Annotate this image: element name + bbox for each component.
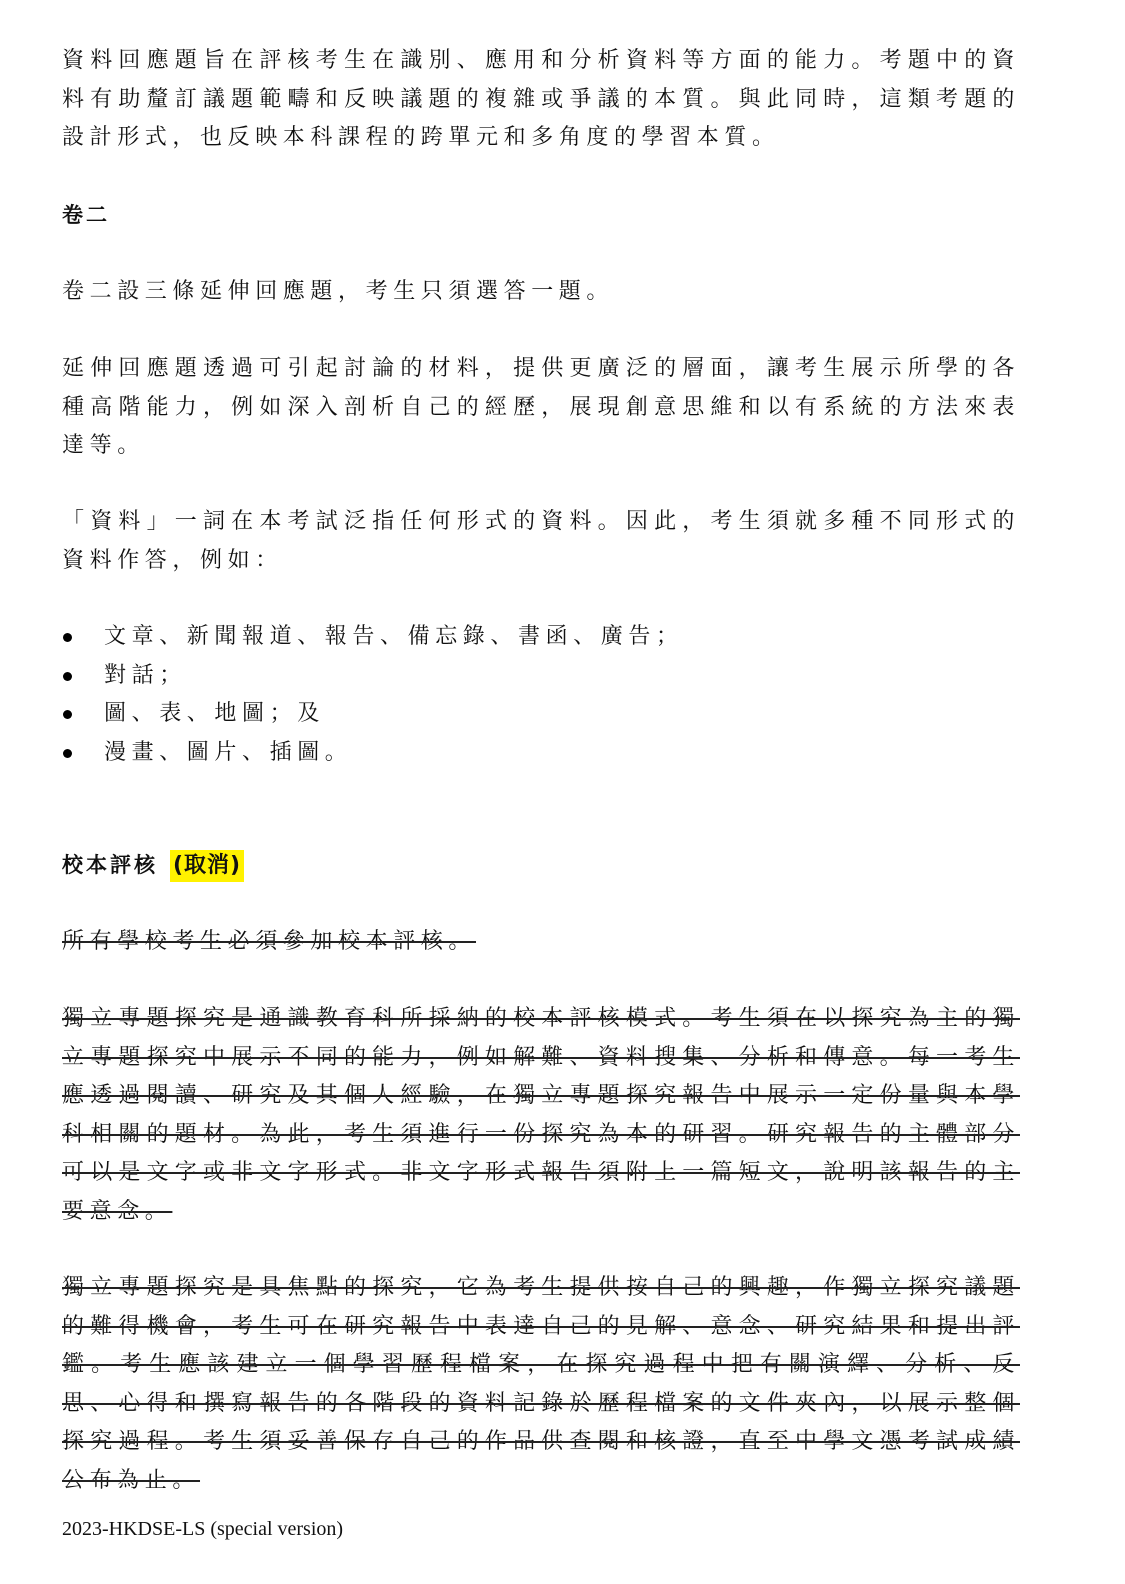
- list-item: [62, 734, 684, 773]
- list-item-text: 文章、新聞報道、報告、備忘錄、書函、廣告；: [104, 624, 684, 649]
- list-item: [62, 695, 684, 734]
- sba-paragraph-1: 所有學校考生必須參加校本評核。: [62, 929, 477, 954]
- bullet-icon: [63, 633, 72, 642]
- sba-paragraph-3: 獨立專題探究是具焦點的探究，它為考生提供按自己的興趣，作獨立探究議題的難得機會，考生可在研究報告中表達自己的見解、意念、研究結果和提出評鑑。考生應該建立一個學習歷程檔案，在探究過程中把有關演繹、分析、反思、心得和撰寫報告的各階段的資料記錄於歷程檔案的文件夾內，以展示整個探究過程。考生須妥善保存自己的作品供查閱和核證，直至中學文憑考試成績公布為止。: [62, 1275, 1020, 1493]
- paper2-paragraph-2: 延伸回應題透過可引起討論的材料，提供更廣泛的層面，讓考生展示所學的各種高階能力，例如深入剖析自己的經歷，展現創意思維和以有系統的方法來表達等。: [62, 356, 1020, 458]
- bullet-icon: [63, 710, 72, 719]
- data-format-list: [62, 618, 684, 772]
- bullet-icon: [63, 749, 72, 758]
- bullet-icon: [63, 672, 72, 681]
- paper2-paragraph-1: 卷二設三條延伸回應題，考生只須選答一題。: [62, 279, 615, 304]
- paper2-paragraph-3: 「資料」一詞在本考試泛指任何形式的資料。因此，考生須就多種不同形式的資料作答，例如：: [62, 509, 1020, 573]
- sba-heading: [62, 850, 244, 882]
- paper2-heading: 卷二: [62, 203, 110, 227]
- cancelled-badge: (取消): [170, 850, 244, 882]
- page-footer: 2023-HKDSE-LS (special version): [62, 1518, 344, 1540]
- list-item-text: 圖、表、地圖；及: [104, 701, 325, 726]
- list-item-text: 對話；: [104, 662, 187, 688]
- list-item: [62, 618, 684, 657]
- list-item: [62, 657, 684, 696]
- sba-paragraph-2: 獨立專題探究是通識教育科所採納的校本評核模式。考生須在以探究為主的獨立專題探究中展示不同的能力，例如解難、資料搜集、分析和傳意。每一考生應透過閱讀、研究及其個人經驗，在獨立專題探究報告中展示一定份量與本學科相關的題材。為此，考生須進行一份探究為本的研習。研究報告的主體部分可以是文字或非文字形式。非文字形式報告須附上一篇短文，說明該報告的主要意念。: [62, 1006, 1020, 1224]
- sba-heading-text: 校本評核: [62, 853, 158, 877]
- paper1-intro-paragraph: 資料回應題旨在評核考生在識別、應用和分析資料等方面的能力。考題中的資料有助釐訂議題範疇和反映議題的複雜或爭議的本質。與此同時，這類考題的設計形式，也反映本科課程的跨單元和多角度的學習本質。: [62, 48, 1020, 150]
- list-item-text: 漫畫、圖片、插圖。: [104, 739, 353, 765]
